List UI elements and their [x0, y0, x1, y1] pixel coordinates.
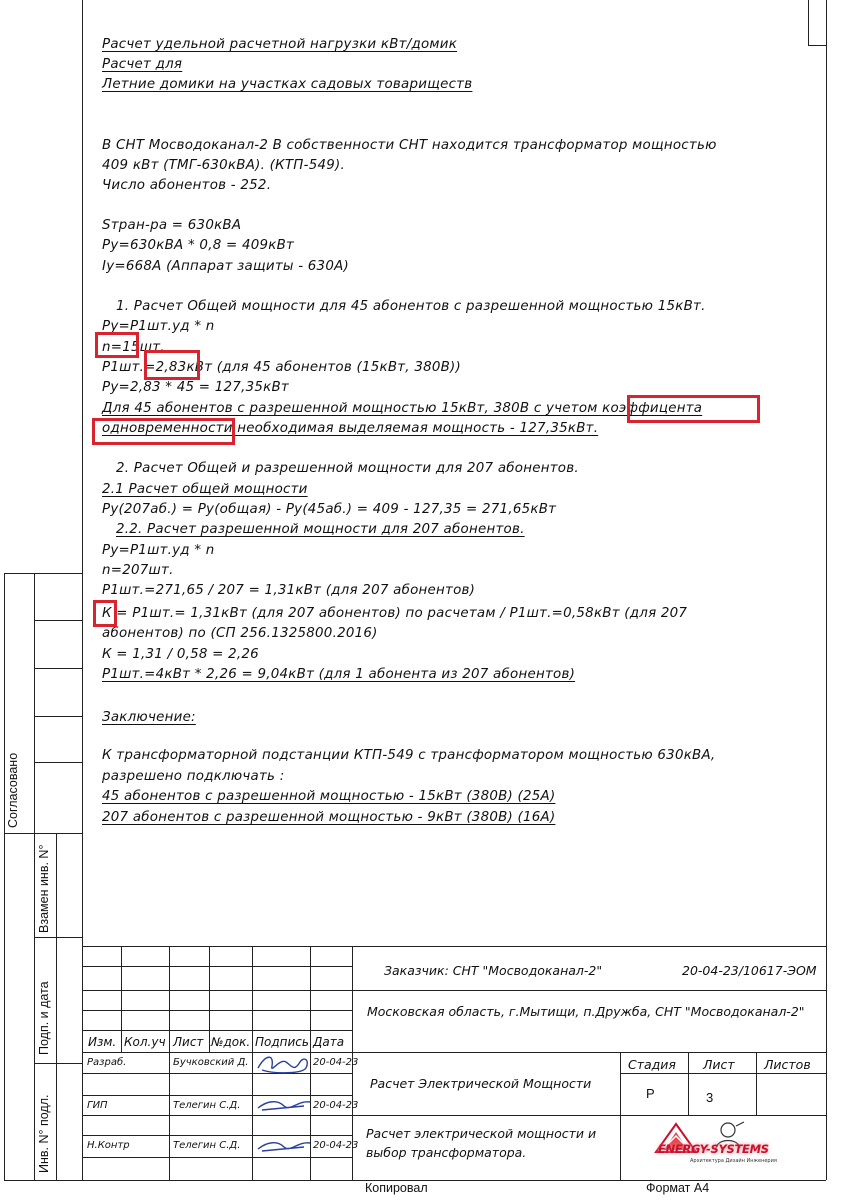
- section-2-2-n: n=207шт.: [102, 563, 174, 578]
- signature-1: [254, 1050, 314, 1078]
- side-strip-top: [4, 573, 82, 574]
- side-label-inv-podl: Инв. N° подл.: [37, 1094, 51, 1173]
- param-py: Ру=630кВА * 0,8 = 409кВт: [102, 238, 295, 253]
- tb-address: Московская область, г.Мытищи, п.Дружба, СНТ "Мосводоканал-2": [367, 1004, 805, 1019]
- tb-doc-title: Расчет Электрической Мощности: [370, 1076, 592, 1091]
- tb-customer: Заказчик: СНТ "Мосводоканал-2": [384, 963, 603, 978]
- header-line-1: Расчет удельной расчетной нагрузки кВт/домик: [102, 37, 458, 52]
- side-strip-sep-2: [34, 937, 82, 938]
- corner-box-bottom: [808, 45, 826, 46]
- tb-stage-value: Р: [646, 1086, 655, 1101]
- tb-row-3-name: Телегин С.Д.: [173, 1140, 241, 1151]
- tb-col-list: Лист: [173, 1035, 204, 1049]
- frame-right: [826, 0, 827, 1180]
- side-label-podp-data: Подп. и дата: [37, 981, 51, 1055]
- conclusion-line-1: К трансформаторной подстанции КТП-549 с трансформатором мощностью 630кВА,: [102, 748, 716, 763]
- tb-sheet-label: Лист: [703, 1057, 735, 1072]
- tb-row-1-name: Бучковский Д.: [173, 1057, 249, 1068]
- signature-3: [254, 1135, 314, 1157]
- side-label-vzamen: Взамен инв. N°: [37, 844, 51, 933]
- section-2-1-title: 2.1 Расчет общей мощности: [102, 482, 308, 497]
- tb-row-3-date: 20-04-23: [313, 1140, 359, 1151]
- logo-subtext: Архитектура Дизайн Инженерия: [690, 1158, 777, 1164]
- param-iy: Iу=668А (Аппарат защиты - 630А): [102, 259, 349, 274]
- section-2-2-k-2: абонентов) по (СП 256.1325800.2016): [102, 626, 378, 641]
- intro-line-2: 409 кВт (ТМГ-630кВА). (КТП-549).: [102, 158, 345, 173]
- tb-row-1-role: Разраб.: [87, 1057, 127, 1068]
- section-2-1-formula: Ру(207аб.) = Ру(общая) - Ру(45аб.) = 409 - 127,35 = 271,65кВт: [102, 502, 557, 517]
- section-1-formula: Ру=Р1шт.уд * n: [102, 319, 215, 334]
- param-s: Sтран-ра = 630кВА: [102, 218, 242, 233]
- tb-col-podpis: Подпись: [255, 1035, 309, 1049]
- highlight-p1-value: [144, 350, 200, 380]
- side-label-soglasovano: Согласовано: [6, 752, 20, 828]
- highlight-coefficient: [627, 395, 760, 423]
- side-strip-mid: [34, 573, 35, 1180]
- intro-line-1: В СНТ Мосводоканал-2 В собственности СНТ находится трансформатор мощностью: [102, 138, 717, 153]
- tb-description-2: выбор трансформатора.: [366, 1145, 527, 1160]
- intro-line-3: Число абонентов - 252.: [102, 178, 272, 193]
- side-strip-sep-3: [34, 1063, 82, 1064]
- section-2-2-result: Р1шт.=4кВт * 2,26 = 9,04кВт (для 1 абонента из 207 абонентов): [102, 667, 576, 682]
- footer-copied: Копировал: [365, 1181, 428, 1195]
- footer-format: Формат А4: [646, 1181, 710, 1195]
- conclusion-line-3: 45 абонентов с разрешенной мощностью - 15кВт (380В) (25А): [102, 789, 556, 804]
- tb-description-1: Расчет электрической мощности и: [366, 1126, 597, 1141]
- tb-row-1-date: 20-04-23: [313, 1057, 359, 1068]
- tb-col-izm: Изм.: [88, 1035, 117, 1049]
- tb-col-ndok: №док.: [211, 1035, 251, 1049]
- section-1-conclusion-1: Для 45 абонентов с разрешенной мощностью 15кВт, 380В с учетом коэффицента: [102, 401, 703, 416]
- tb-col-kolych: Кол.уч: [124, 1035, 166, 1049]
- signature-2: [254, 1094, 314, 1116]
- highlight-simultaneity: [92, 418, 235, 445]
- section-1-p1: Р1шт.=2,83кВт (для 45 абонентов (15кВт, 380В)): [102, 360, 462, 375]
- tb-row-2-date: 20-04-23: [313, 1100, 359, 1111]
- highlight-k: [93, 600, 117, 627]
- header-line-3: Летние домики на участках садовых товариществ: [102, 77, 473, 92]
- side-strip-sep-1: [4, 833, 82, 834]
- tb-row-3-role: Н.Контр: [87, 1140, 130, 1151]
- section-1-conclusion-2: одновременности необходимая выделяемая мощность - 127,35кВт.: [102, 421, 599, 436]
- tb-stage-label: Стадия: [628, 1057, 676, 1072]
- tb-sheet-value: 3: [706, 1090, 714, 1105]
- section-2-2-title: 2.2. Расчет разрешенной мощности для 207 абонентов.: [116, 522, 525, 537]
- logo-text: ENERGY-SYSTEMS: [658, 1142, 769, 1156]
- company-logo: [648, 1120, 782, 1174]
- header-line-2: Расчет для: [102, 57, 183, 72]
- tb-sheets-label: Листов: [764, 1057, 811, 1072]
- conclusion-title: Заключение:: [102, 710, 196, 725]
- section-1-title: 1. Расчет Общей мощности для 45 абонентов с разрешенной мощностью 15кВт.: [116, 299, 706, 314]
- tb-col-data: Дата: [313, 1035, 345, 1049]
- frame-left: [82, 0, 83, 1180]
- side-strip-inner: [56, 833, 57, 1180]
- tb-row-2-role: ГИП: [87, 1100, 108, 1111]
- tb-row-2-name: Телегин С.Д.: [173, 1100, 241, 1111]
- section-1-n: n=15шт.: [102, 340, 165, 355]
- frame-bottom: [82, 1180, 826, 1181]
- section-2-title: 2. Расчет Общей и разрешенной мощности для 207 абонентов.: [116, 461, 579, 476]
- section-2-2-k-1: К = Р1шт.= 1,31кВт (для 207 абонентов) по расчетам / Р1шт.=0,58кВт (для 207: [102, 606, 688, 621]
- section-2-2-formula: Ру=Р1шт.уд * n: [102, 543, 215, 558]
- section-1-py: Ру=2,83 * 45 = 127,35кВт: [102, 380, 289, 395]
- conclusion-line-4: 207 абонентов с разрешенной мощностью - 9кВт (380В) (16А): [102, 810, 556, 825]
- section-2-2-k-3: К = 1,31 / 0,58 = 2,26: [102, 647, 259, 662]
- conclusion-line-2: разрешено подключать :: [102, 769, 285, 784]
- highlight-n: [95, 332, 139, 358]
- corner-box-left: [808, 0, 809, 45]
- section-2-2-p1: Р1шт.=271,65 / 207 = 1,31кВт (для 207 абонентов): [102, 583, 476, 598]
- side-strip-outer: [4, 573, 5, 1180]
- tb-code: 20-04-23/10617-ЭОМ: [682, 963, 817, 978]
